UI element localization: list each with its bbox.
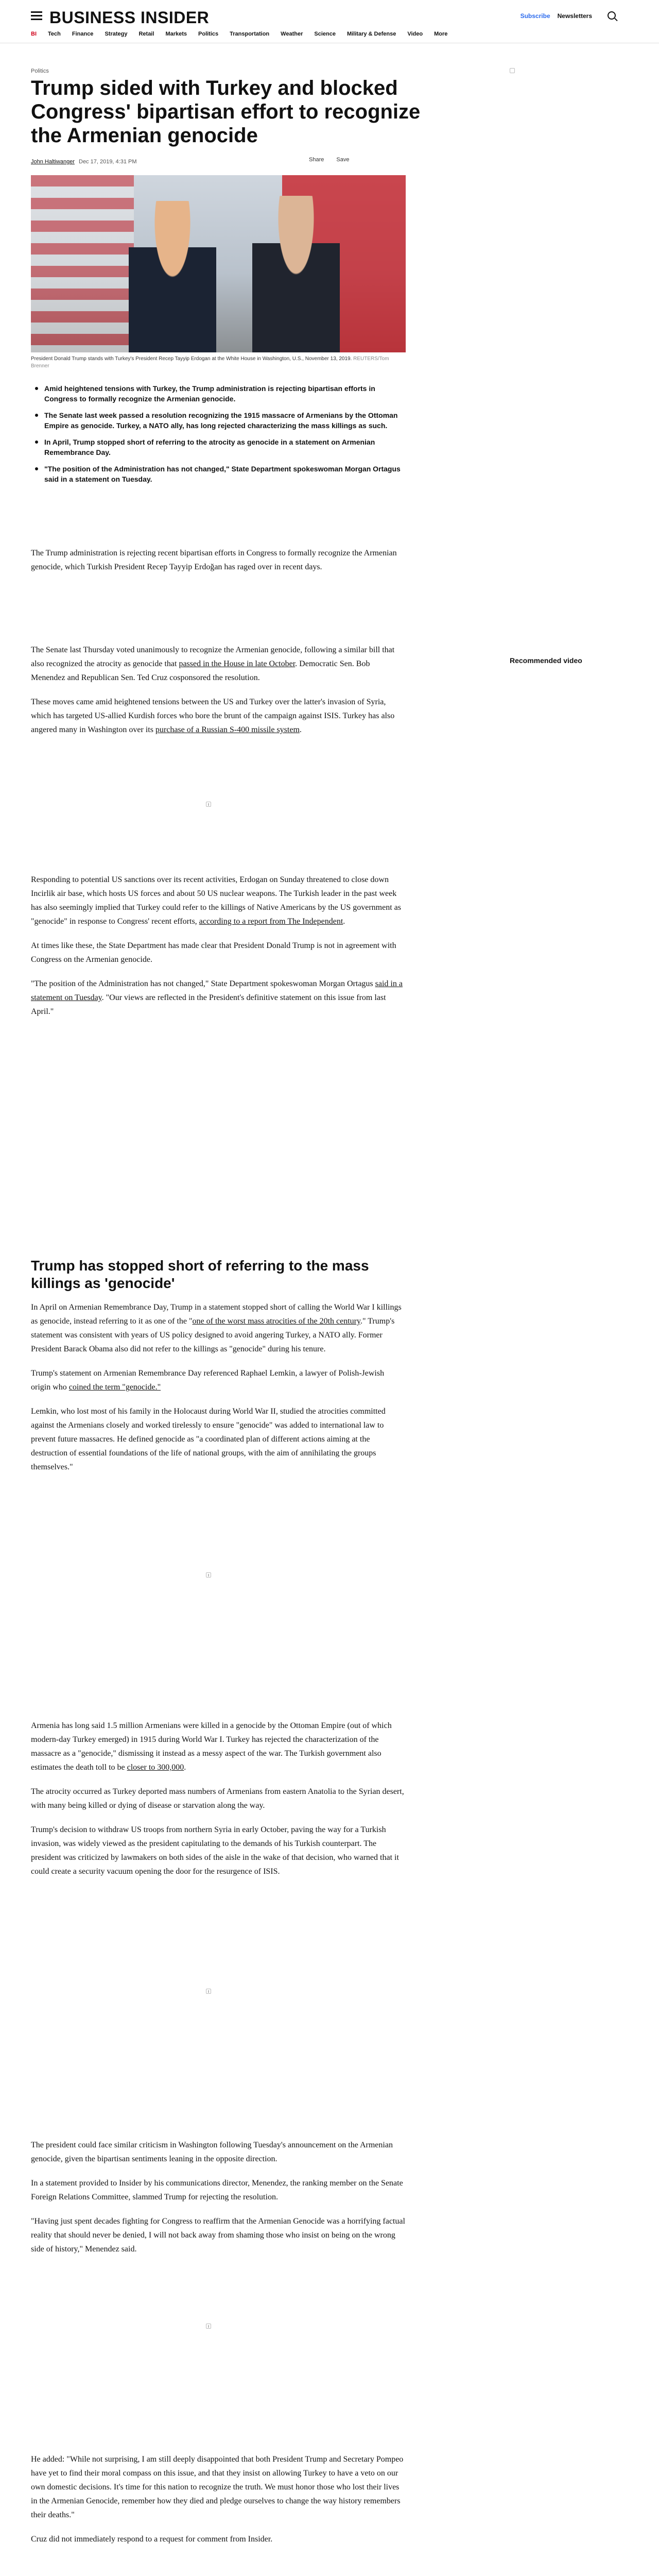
nav-item[interactable]: Science <box>314 31 336 37</box>
nav-item[interactable]: BI <box>31 31 37 37</box>
key-point: In April, Trump stopped short of referring to the atrocity as genocide in a statement on Armenian Remembrance Day. <box>44 437 406 457</box>
key-point: Amid heightened tensions with Turkey, the Trump administration is rejecting bipartisan efforts in Congress to formally recognize the Armenian genocide. <box>44 383 406 404</box>
key-point: The Senate last week passed a resolution recognizing the 1915 massacre of Armenians by the Ottoman Empire as genocide. Turkey, a NATO ally, has long rejected characterizing the mass killings as such. <box>44 410 406 431</box>
paragraph-text: At times like these, the State Department has made clear that President Donald Trump is not in agreement with Congress on the Armenian genocide. <box>31 941 396 964</box>
paragraph-text: In April on Armenian Remembrance Day, Trump in a statement stopped short of calling the World War I killings as genocide, instead referring to it as one of the "one of the worst mass atrocities of the 20th century." Trump's statement was consistent with years of US policy designed to avoid angering Turkey, a NATO ally. Former President Barack Obama also did not refer to the killings as "genocide" during his tenure. <box>31 1303 402 1353</box>
paragraph-text: "Having just spent decades fighting for Congress to reaffirm that the Armenian Genocide was a horrifying factual reality that should never be denied, I will not back away from shaming those who insist on being on the wrong side of history," Menendez said. <box>31 2217 405 2253</box>
nav-item[interactable]: Video <box>407 31 423 37</box>
image-caption <box>31 355 406 370</box>
flag-shape <box>31 175 134 352</box>
site-header <box>0 0 659 43</box>
paragraph <box>31 2452 406 2556</box>
breadcrumb[interactable]: Politics <box>31 68 49 74</box>
article-actions <box>309 157 349 163</box>
paragraph-text: The atrocity occurred as Turkey deported mass numbers of Armenians from eastern Anatolia to the Syrian desert, with many being killed or dying of disease or starvation along the way. <box>31 1787 404 1810</box>
inline-link[interactable]: said in a statement on Tuesday <box>31 979 403 1002</box>
ad-marker-icon <box>206 802 211 807</box>
paragraph-text: "The position of the Administration has not changed," State Department spokeswoman Morgan Ortagus said in a statement on Tuesday. "Our views are reflected in the President's definitive statement on this issue from last April." <box>31 979 403 1016</box>
paragraph <box>31 873 406 1029</box>
paragraph-text: Cruz did not immediately respond to a request for comment from Insider. <box>31 2535 273 2544</box>
section-heading: Trump has stopped short of referring to the mass killings as 'genocide' <box>31 1258 369 1291</box>
nav-item[interactable]: More <box>434 31 448 37</box>
author-link[interactable]: John Haltiwanger <box>31 159 75 165</box>
inline-link[interactable]: one of the worst mass atrocities of the 20th century <box>192 1317 360 1326</box>
paragraph <box>31 1719 406 1889</box>
inline-link[interactable]: coined the term "genocide." <box>68 1383 161 1392</box>
site-logo[interactable]: BUSINESS INSIDER <box>49 8 210 27</box>
paragraph <box>31 546 406 584</box>
inline-link[interactable]: purchase of a Russian S-400 missile system <box>155 725 300 734</box>
nav-item[interactable]: Transportation <box>230 31 270 37</box>
nav-item[interactable]: Markets <box>165 31 187 37</box>
recommended-video-heading: Recommended video <box>510 656 582 665</box>
paragraph-text: He added: "While not surprising, I am still deeply disappointed that both President Trump and Secretary Pompeo have yet to find their moral compass on this issue, and that they insist on allowing Turkey to have a veto on our own domestic decisions. It's time for this nation to recognize the truth. We must honor those who lost their lives in the Armenian Genocide, remember how they died and pledge ourselves to change the way history remembers their deaths." <box>31 2455 404 2519</box>
caption-credit: REUTERS/Tom Brenner <box>31 356 389 369</box>
paragraph <box>31 2138 406 2266</box>
paragraph <box>31 1300 406 1484</box>
verticals-nav <box>31 31 447 37</box>
person-figure <box>129 201 216 352</box>
save-button[interactable]: Save <box>336 157 350 163</box>
nav-item[interactable]: Politics <box>198 31 219 37</box>
ad-marker-icon <box>206 1572 211 1578</box>
paragraph-text: The Trump administration is rejecting recent bipartisan efforts in Congress to formally recognize the Armenian genocide, which Turkish President Recep Tayyip Erdoğan has raged over in recent days. <box>31 549 397 571</box>
paragraph-text: Armenia has long said 1.5 million Armenians were killed in a genocide by the Ottoman Empire (out of which modern-day Turkey emerged) in 1915 during World War I. Turkey has rejected the characterization of the massacre as a "genocide," dismissing it instead as a messy aspect of the war. The Turkish government also estimates the death toll to be closer to 300,000. <box>31 1721 392 1772</box>
inline-link[interactable]: passed in the House in late October <box>179 659 296 668</box>
ad-marker-icon <box>206 2324 211 2329</box>
nav-item[interactable]: Finance <box>72 31 94 37</box>
nav-item[interactable]: Weather <box>281 31 303 37</box>
paragraph-text: Trump's decision to withdraw US troops from northern Syria in early October, paving the way for a Turkish invasion, was widely viewed as the president capitulating to the demands of his Turkish counterpart. The president was criticized by lawmakers on both sides of the aisle in the wake of that decision, who warned that it could create a security vacuum opening the door for the resurgence of ISIS. <box>31 1825 399 1876</box>
byline <box>31 159 432 165</box>
nav-item[interactable]: Military & Defense <box>346 31 396 37</box>
search-icon[interactable] <box>608 11 616 20</box>
article-headline: Trump sided with Turkey and blocked Congress' bipartisan effort to recognize the Armenian genocide <box>31 77 421 147</box>
paragraph-text: Responding to potential US sanctions over its recent activities, Erdogan on Sunday threatened to close down Incirlik air base, which hosts US forces and about 50 US nuclear weapons. The Turkish leader in the past week has also seemingly implied that Turkey could refer to the killings of Native Americans by the US government as "genocide" in response to Congress' recent efforts, according to a report from The Independent. <box>31 875 401 926</box>
paragraph-text: Trump's statement on Armenian Remembrance Day referenced Raphael Lemkin, a lawyer of Polish-Jewish origin who coined the term "genocide." <box>31 1369 385 1392</box>
paragraph-text: In a statement provided to Insider by his communications director, Menendez, the ranking member on the Senate Foreign Relations Committee, slammed Trump for rejecting the resolution. <box>31 2179 403 2201</box>
person-figure <box>252 196 340 352</box>
caption-text: President Donald Trump stands with Turkey's President Recep Tayyip Erdogan at the White House in Washington, U.S., November 13, 2019. <box>31 356 352 362</box>
key-point: "The position of the Administration has not changed," State Department spokeswoman Morgan Ortagus said in a statement on Tuesday. <box>44 464 406 484</box>
paragraph <box>31 643 406 747</box>
inline-link[interactable]: according to a report from The Independent <box>199 917 343 926</box>
paragraph-text: These moves came amid heightened tensions between the US and Turkey over the latter's invasion of Syria, which has targeted US-allied Kurdish forces who bore the brunt of the campaign against ISIS. Turkey has also angered many in Washington over its purchase of a Russian S-400 missile system. <box>31 698 395 734</box>
ad-marker-icon <box>510 68 515 73</box>
newsletters-button[interactable]: Newsletters <box>557 12 592 20</box>
nav-item[interactable]: Retail <box>138 31 154 37</box>
paragraph-text: The Senate last Thursday voted unanimously to recognize the Armenian genocide, following a similar bill that also recognized the atrocity as genocide that passed in the House in late October. Democratic Sen. Bob Menendez and Republican Sen. Ted Cruz cosponsored the resolution. <box>31 646 395 682</box>
paragraph-text: The president could face similar criticism in Washington following Tuesday's announcement on the Armenian genocide, given the bipartisan sentiments leaning in the opposite direction. <box>31 2141 393 2163</box>
ad-marker-icon <box>206 1989 211 1994</box>
nav-item[interactable]: Strategy <box>105 31 128 37</box>
publish-date: Dec 17, 2019, 4:31 PM <box>79 159 137 165</box>
share-button[interactable]: Share <box>309 157 324 163</box>
inline-link[interactable]: closer to 300,000 <box>127 1763 184 1772</box>
paragraph-text: Lemkin, who lost most of his family in the Holocaust during World War II, studied the atrocities committed against the Armenians closely and worked tirelessly to ensure "genocide" was added to international law to prevent future massacres. He defined genocide as "a coordinated plan of different actions aiming at the destruction of essential foundations of the life of national groups, with the aim of annihilating the groups themselves." <box>31 1407 386 1471</box>
subscribe-button[interactable]: Subscribe <box>520 12 550 20</box>
hero-image <box>31 175 406 352</box>
nav-item[interactable]: Tech <box>48 31 61 37</box>
key-points <box>31 383 406 490</box>
menu-icon[interactable] <box>31 11 42 21</box>
header-actions <box>521 12 592 20</box>
